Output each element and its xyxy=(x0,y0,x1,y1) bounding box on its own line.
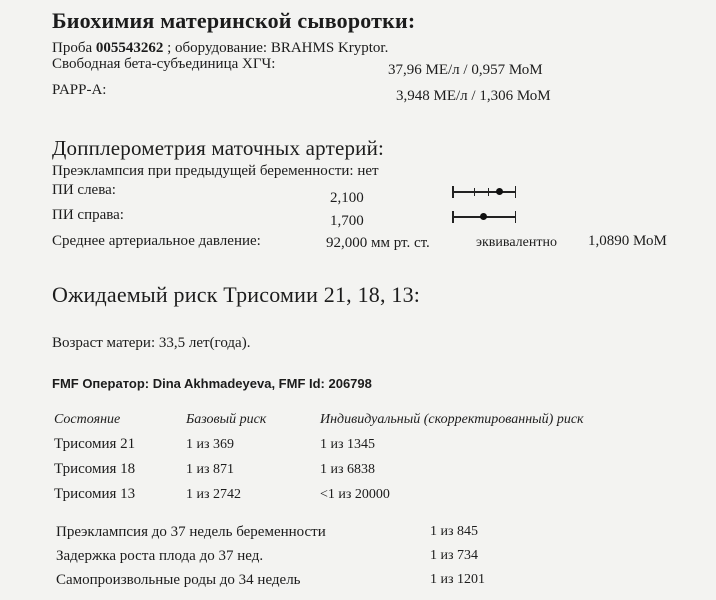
sample-prefix: Проба xyxy=(52,40,93,56)
pappa-label: PAPP-A: xyxy=(52,82,107,98)
table-row-individual-risk: 1 из 6838 xyxy=(320,462,376,477)
risk-item-value: 1 из 845 xyxy=(430,524,479,539)
sample-line xyxy=(52,40,388,57)
map-value: 92,000 мм рт. ст. xyxy=(326,235,430,251)
pi-left-range-marker xyxy=(452,186,516,198)
pappa-value: 3,948 МЕ/л / 1,306 МоМ xyxy=(396,88,551,104)
pi-right-value: 1,700 xyxy=(330,213,364,229)
table-row-base-risk: 1 из 871 xyxy=(186,462,235,477)
table-header-individual-risk: Индивидуальный (скорректированный) риск xyxy=(320,412,584,427)
risk-item-label: Задержка роста плода до 37 нед. xyxy=(56,548,264,564)
doppler-title: Допплерометрия маточных артерий: xyxy=(52,136,385,160)
risk-item-value: 1 из 734 xyxy=(430,548,479,563)
risk-item-label: Преэклампсия до 37 недель беременности xyxy=(56,524,326,540)
table-header-condition: Состояние xyxy=(54,412,121,427)
table-row-condition: Трисомия 13 xyxy=(54,486,136,502)
biochem-title: Биохимия материнской сыворотки: xyxy=(52,8,416,33)
pi-left-value: 2,100 xyxy=(330,190,364,206)
pi-right-label: ПИ справа: xyxy=(52,207,124,223)
table-header-base-risk: Базовый риск xyxy=(186,412,267,427)
map-equiv-value: 1,0890 МоМ xyxy=(588,233,667,249)
table-row-individual-risk: <1 из 20000 xyxy=(320,487,390,502)
hcg-label: Свободная бета-субъединица ХГЧ: xyxy=(52,56,276,72)
sample-equipment: ; оборудование: BRAHMS Kryptor. xyxy=(167,40,389,56)
sample-id: 005543262 xyxy=(95,40,164,56)
table-row-base-risk: 1 из 369 xyxy=(186,437,235,452)
preeclampsia-prev: Преэклампсия при предыдущей беременности: нет xyxy=(52,163,379,179)
pi-left-label: ПИ слева: xyxy=(52,182,116,198)
hcg-value: 37,96 МЕ/л / 0,957 МоМ xyxy=(388,62,543,78)
fmf-operator: FMF Оператор: Dina Akhmadeyeva, FMF Id: 206798 xyxy=(52,376,372,391)
table-row-base-risk: 1 из 2742 xyxy=(186,487,242,502)
table-row-individual-risk: 1 из 1345 xyxy=(320,437,376,452)
table-row-condition: Трисомия 21 xyxy=(54,436,136,452)
maternal-age: Возраст матери: 33,5 лет(года). xyxy=(52,335,251,351)
map-label: Среднее артериальное давление: xyxy=(52,233,261,249)
pi-right-range-marker xyxy=(452,211,516,223)
risk-item-label: Самопроизвольные роды до 34 недель xyxy=(56,572,301,588)
table-row-condition: Трисомия 18 xyxy=(54,461,136,477)
risk-title: Ожидаемый риск Трисомии 21, 18, 13: xyxy=(52,282,421,307)
risk-item-value: 1 из 1201 xyxy=(430,572,486,587)
map-equiv-label: эквивалентно xyxy=(476,235,557,250)
